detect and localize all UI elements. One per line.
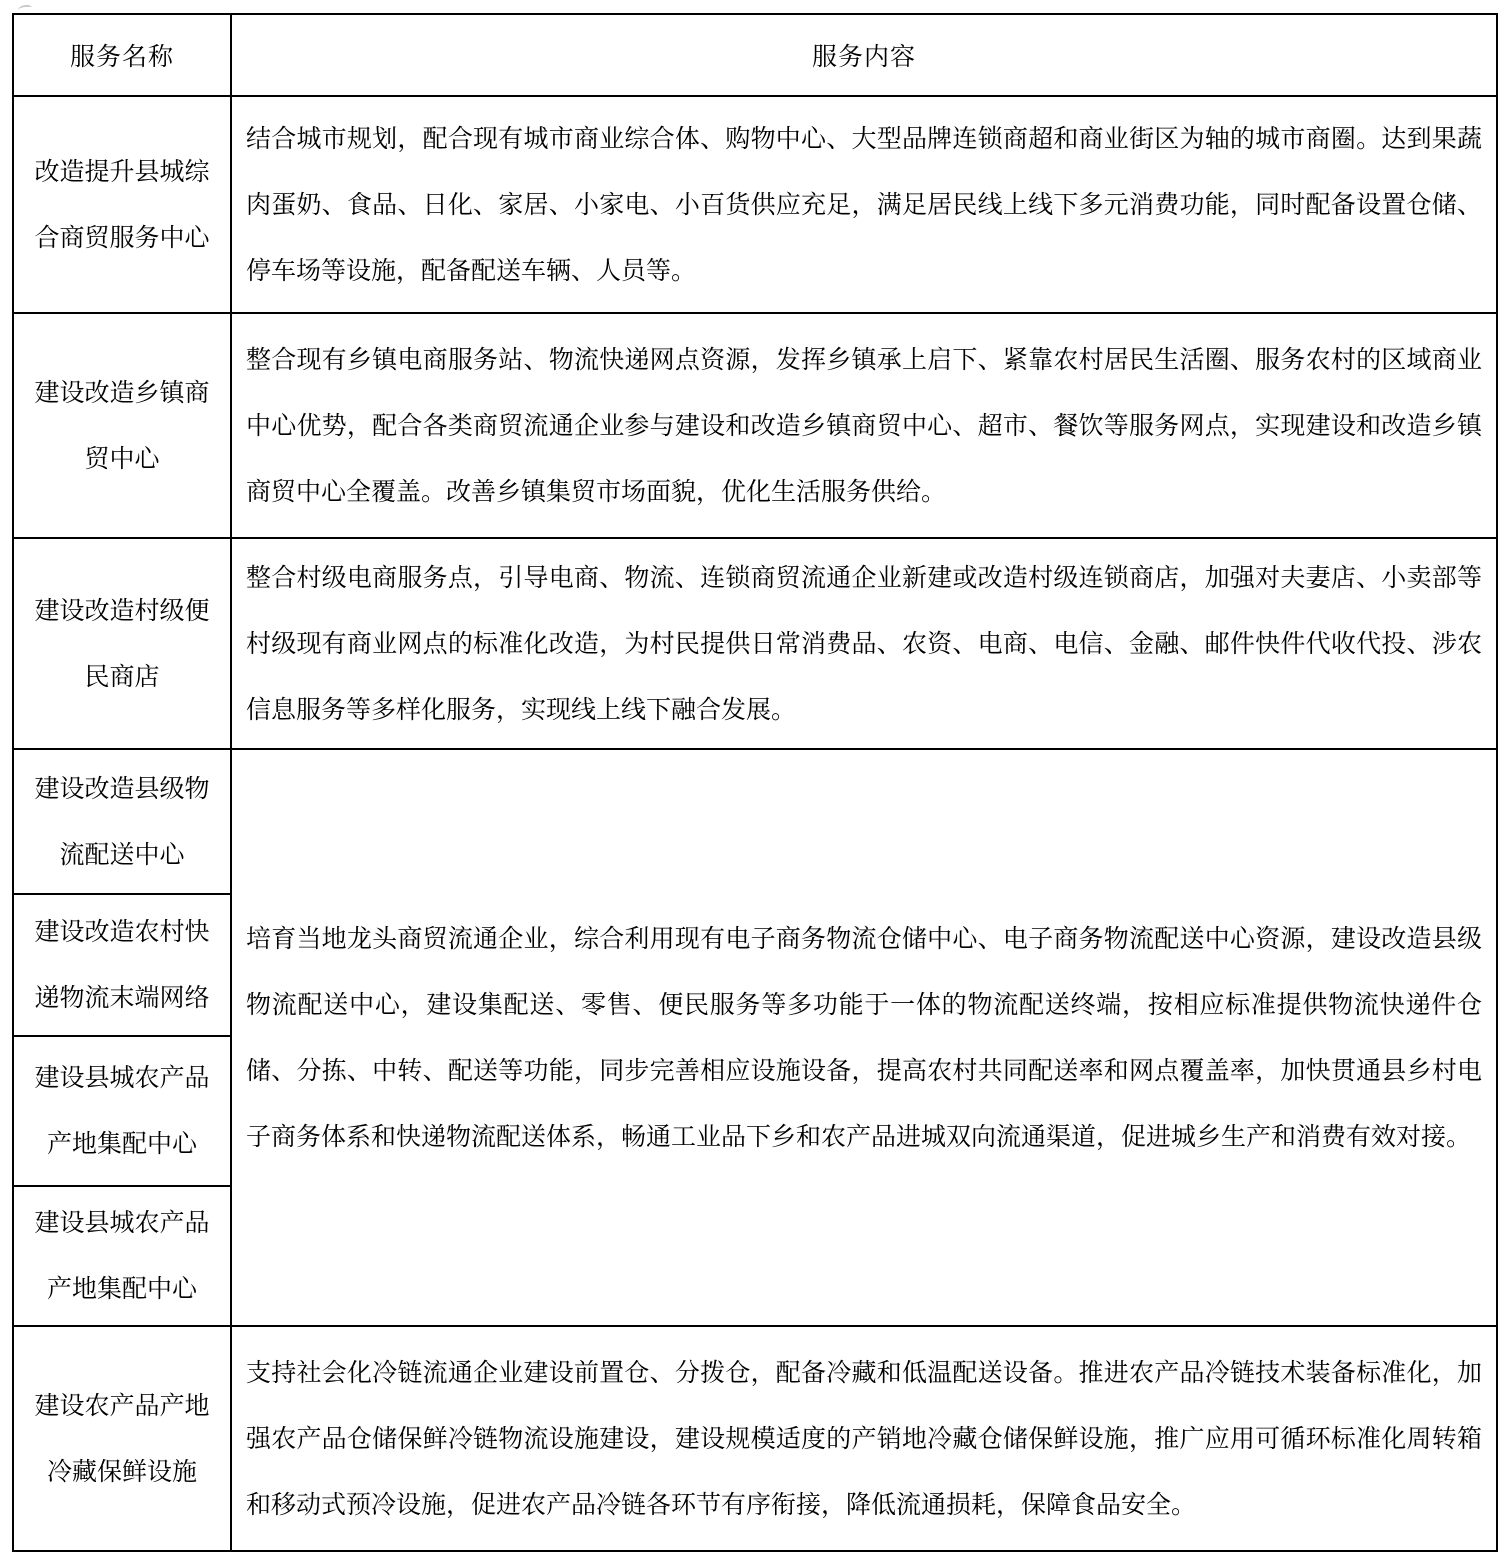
table-row [13, 313, 1497, 538]
header-service-name: 服务名称 [13, 14, 231, 96]
service-name-cell: 改造提升县城综合商贸服务中心 [13, 96, 231, 313]
service-content-cell: 支持社会化冷链流通企业建设前置仓、分拨仓，配备冷藏和低温配送设备。推进农产品冷链技术装备标准化，加强农产品仓储保鲜冷链物流设施建设，建设规模适度的产销地冷藏仓储保鲜设施，推广应用可循环标准化周转箱和移动式预冷设施，促进农产品冷链各环节有序衔接，降低流通损耗，保障食品安全。 [231, 1326, 1497, 1551]
header-service-content: 服务内容 [231, 14, 1497, 96]
table-row [13, 96, 1497, 313]
service-name-cell: 建设改造县级物流配送中心 [13, 749, 231, 894]
service-name-cell: 建设农产品产地冷藏保鲜设施 [13, 1326, 231, 1551]
service-content-cell: 整合村级电商服务点，引导电商、物流、连锁商贸流通企业新建或改造村级连锁商店，加强对夫妻店、小卖部等村级现有商业网点的标准化改造，为村民提供日常消费品、农资、电商、电信、金融、邮件快件代收代投、涉农信息服务等多样化服务，实现线上线下融合发展。 [231, 538, 1497, 749]
service-content-cell: 整合现有乡镇电商服务站、物流快递网点资源，发挥乡镇承上启下、紧靠农村居民生活圈、服务农村的区域商业中心优势，配合各类商贸流通企业参与建设和改造乡镇商贸中心、超市、餐饮等服务网点，实现建设和改造乡镇商贸中心全覆盖。改善乡镇集贸市场面貌，优化生活服务供给。 [231, 313, 1497, 538]
service-name-cell: 建设改造农村快递物流末端网络 [13, 894, 231, 1036]
service-name-cell: 建设改造乡镇商贸中心 [13, 313, 231, 538]
table-row [13, 1326, 1497, 1551]
service-table [12, 13, 1498, 1552]
service-content-cell: 结合城市规划，配合现有城市商业综合体、购物中心、大型品牌连锁商超和商业街区为轴的城市商圈。达到果蔬肉蛋奶、食品、日化、家居、小家电、小百货供应充足，满足居民线上线下多元消费功能，同时配备设置仓储、停车场等设施，配备配送车辆、人员等。 [231, 96, 1497, 313]
service-content-cell-merged: 培育当地龙头商贸流通企业，综合利用现有电子商务物流仓储中心、电子商务物流配送中心资源，建设改造县级物流配送中心，建设集配送、零售、便民服务等多功能于一体的物流配送终端，按相应标准提供物流快递件仓储、分拣、中转、配送等功能，同步完善相应设施设备，提高农村共同配送率和网点覆盖率，加快贯通县乡村电子商务体系和快递物流配送体系，畅通工业品下乡和农产品进城双向流通渠道，促进城乡生产和消费有效对接。 [231, 749, 1497, 1326]
service-name-cell: 建设县城农产品产地集配中心 [13, 1186, 231, 1326]
table-row [13, 538, 1497, 749]
service-name-cell: 建设县城农产品产地集配中心 [13, 1036, 231, 1186]
header-row [13, 14, 1497, 96]
service-name-cell: 建设改造村级便民商店 [13, 538, 231, 749]
table-row [13, 749, 1497, 894]
